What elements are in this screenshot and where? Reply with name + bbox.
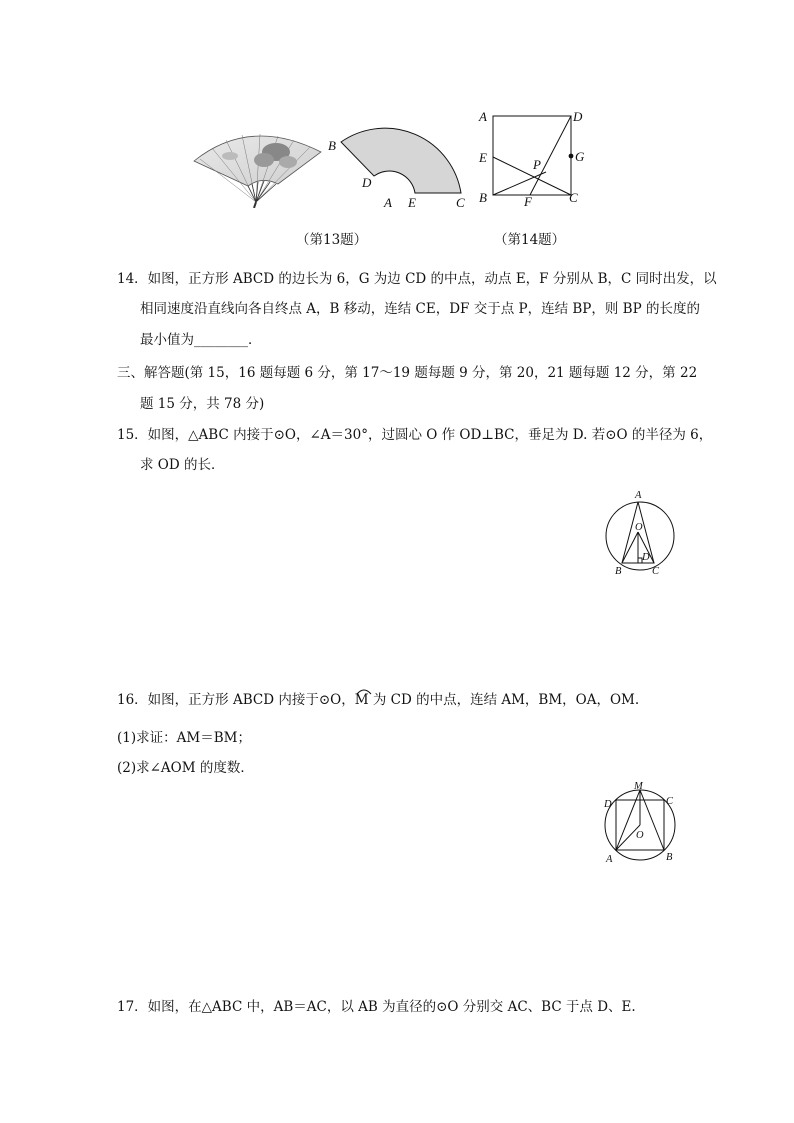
fan-label-d: D xyxy=(362,175,372,190)
q16-label-a: A xyxy=(606,854,613,865)
fan-photo xyxy=(190,126,325,208)
sq-label-a: A xyxy=(479,109,487,124)
sq-label-e: E xyxy=(479,150,487,165)
q15-label-b: B xyxy=(615,566,622,577)
section-3-heading-1: 三、解答题(第 15，16 题每题 6 分，第 17～19 题每题 9 分，第 20，21 题每题 12 分，第 22 xyxy=(117,365,698,381)
sq-label-f: F xyxy=(524,194,532,208)
q14-line-2: 相同速度沿直线向各自终点 A，B 移动，连结 CE，DF 交于点 P，连结 BP，则 BP 的长度的 xyxy=(140,301,700,317)
section-3-heading-2: 题 15 分，共 78 分) xyxy=(140,396,265,412)
fan-label-a: A xyxy=(384,195,392,210)
q16-text: 16．如图，正方形 ABCD 内接于⊙O，M 为 CD 的中点，连结 AM，BM，OA，OM. xyxy=(117,692,640,708)
point-g xyxy=(569,154,574,159)
q15-line-2: 求 OD 的长． xyxy=(140,457,225,473)
q14-line-1: 14．如图，正方形 ABCD 的边长为 6，G 为边 CD 的中点，动点 E，F 分别从 B，C 同时出发，以 xyxy=(117,271,717,287)
fan-sector-diagram xyxy=(322,112,470,212)
q16-line-1 xyxy=(117,690,639,710)
sq-label-p: P xyxy=(533,157,541,172)
q16-label-o: O xyxy=(636,830,644,841)
q15-circle-diagram xyxy=(600,488,680,580)
sq-label-c: C xyxy=(569,190,578,205)
q15-label-a: A xyxy=(635,490,642,501)
fan-label-b: B xyxy=(328,138,336,153)
q16-part-1: (1)求证：AM＝BM； xyxy=(117,730,251,746)
q16-circle-diagram xyxy=(598,780,682,866)
fan-label-c: C xyxy=(456,195,465,210)
sq-label-d: D xyxy=(573,109,583,124)
q16-label-b: B xyxy=(666,852,673,863)
sq-label-b: B xyxy=(479,190,487,205)
figure-13-caption: （第13题） xyxy=(296,232,368,248)
square-diagram xyxy=(476,106,588,208)
q15-label-d: D xyxy=(642,552,650,563)
q14-line-3: 最小值为________． xyxy=(140,332,262,348)
q15-line-1: 15．如图，△ABC 内接于⊙O，∠A＝30°，过圆心 O 作 OD⊥BC，垂足为 D. 若⊙O 的半径为 6， xyxy=(117,427,713,443)
q16-part-2: (2)求∠AOM 的度数． xyxy=(117,760,254,776)
arc-cd-symbol xyxy=(356,687,372,695)
figure-14-caption: （第14题） xyxy=(494,232,566,248)
q15-label-o: O xyxy=(635,522,643,533)
q16-label-d: D xyxy=(604,799,612,810)
q16-label-c: C xyxy=(666,796,674,807)
sq-label-g: G xyxy=(575,149,585,164)
q17-line-1: 17．如图，在△ABC 中，AB＝AC，以 AB 为直径的⊙O 分别交 AC、BC 于点 D、E. xyxy=(117,999,636,1015)
q15-label-c: C xyxy=(652,566,660,577)
q16-label-m: M xyxy=(634,781,643,792)
fan-label-e: E xyxy=(408,195,416,210)
